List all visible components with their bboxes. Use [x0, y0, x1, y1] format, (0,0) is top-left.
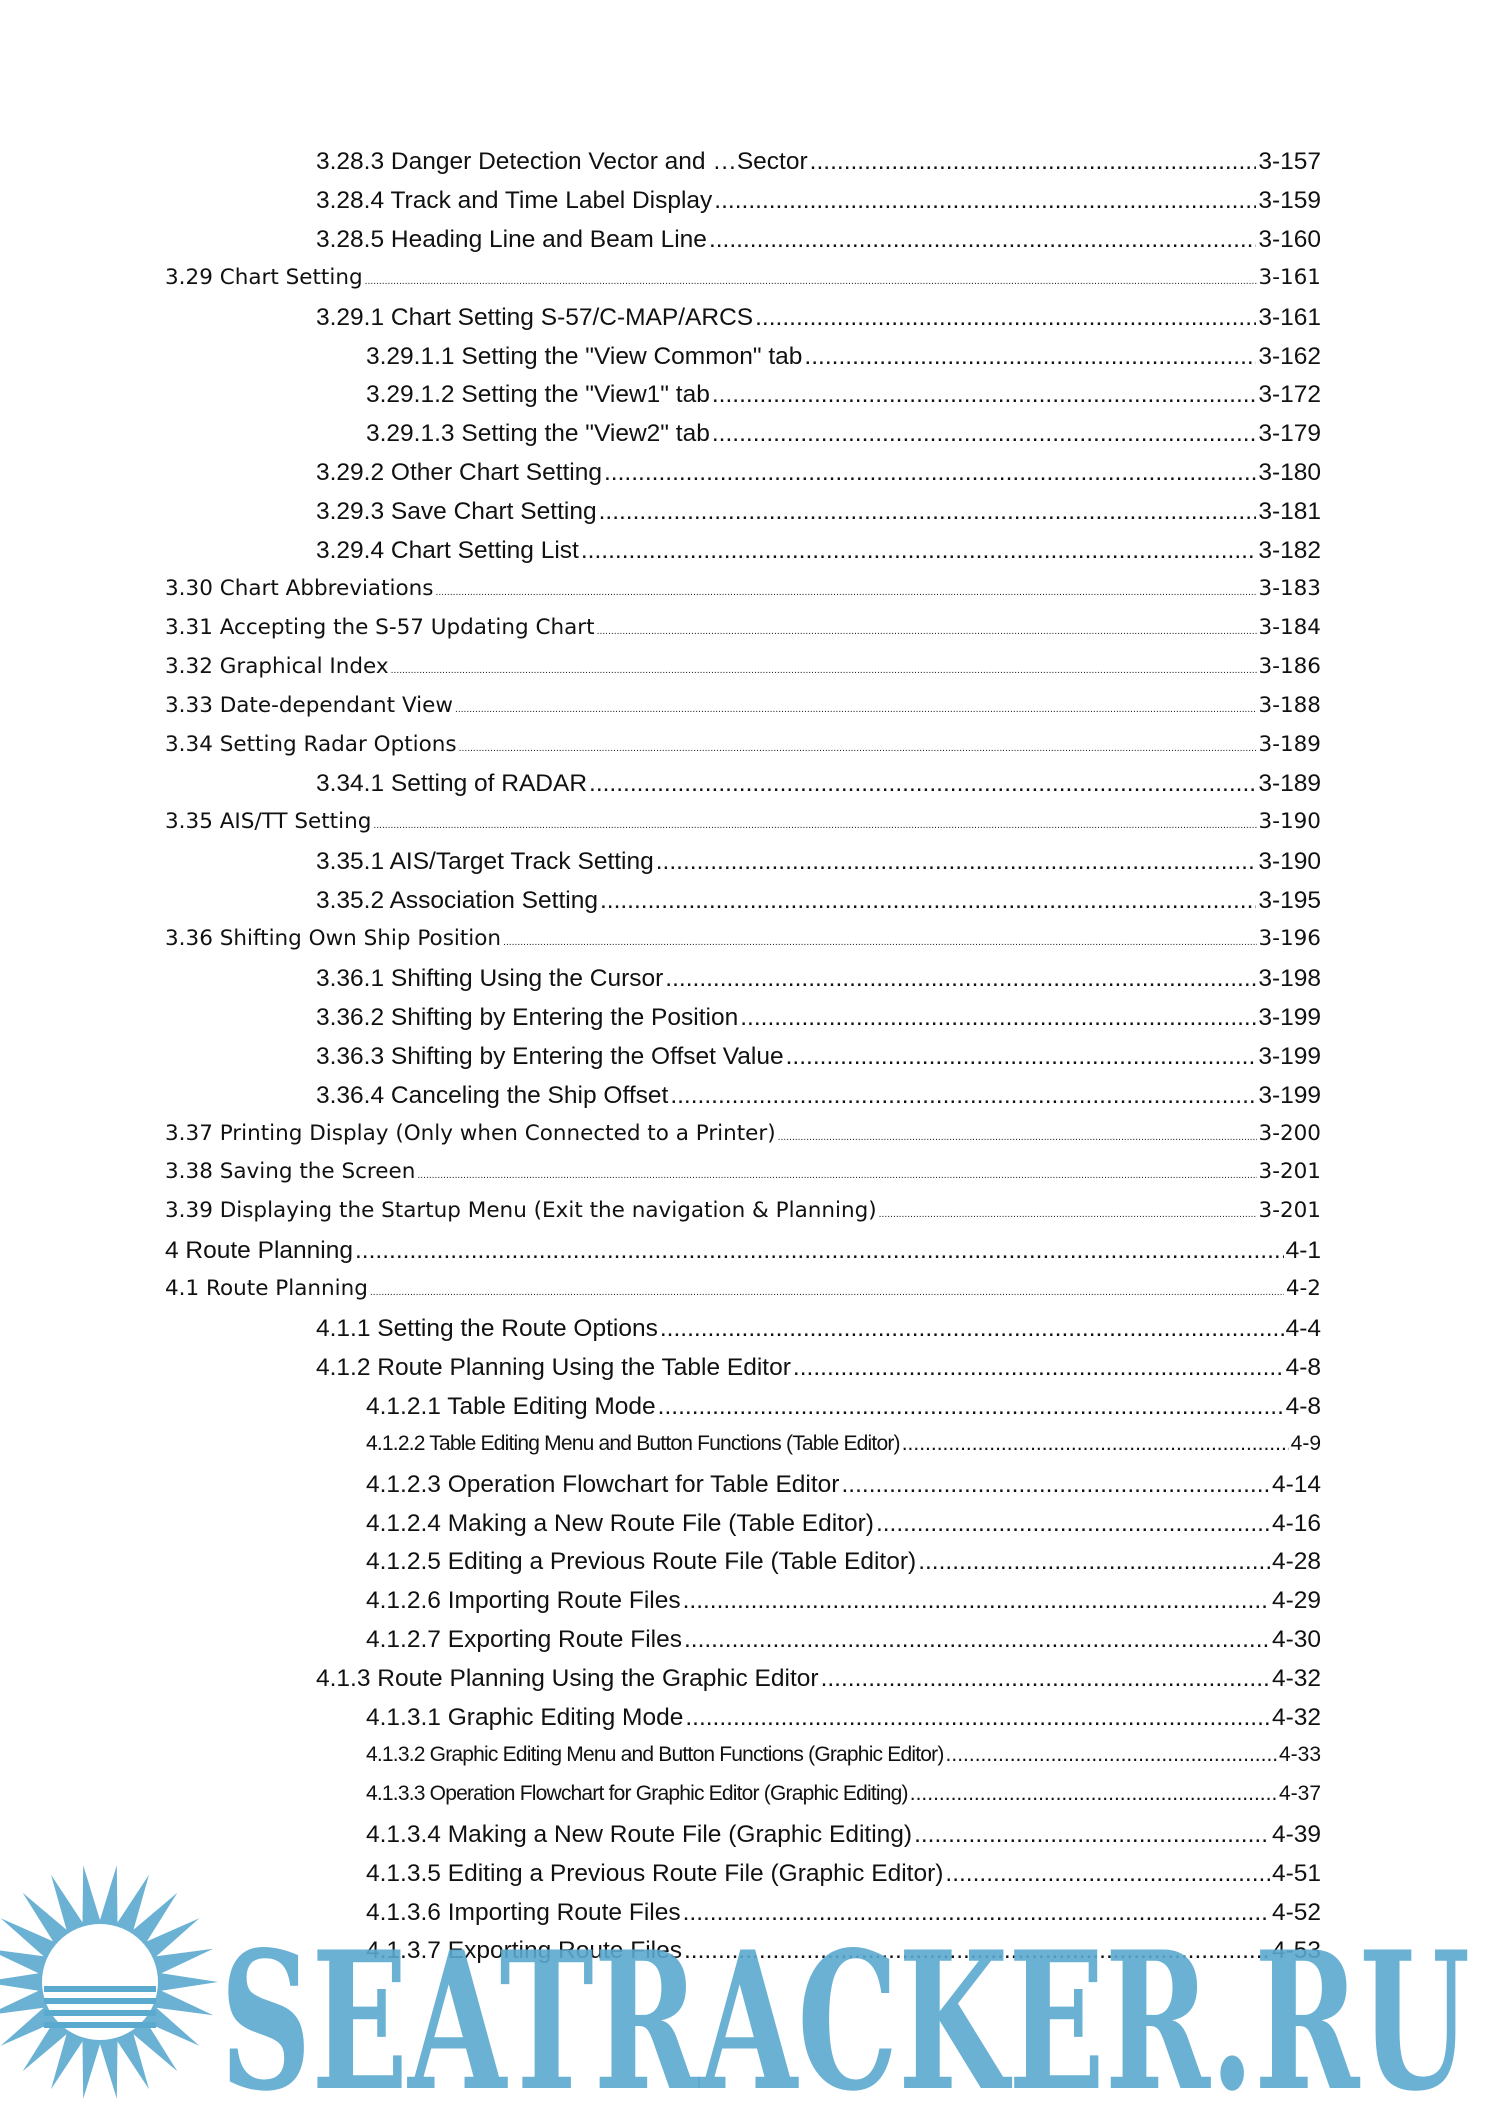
toc-entry-title: 3.30 Chart Abbreviations	[165, 575, 434, 601]
toc-entry-page: 3-199	[1258, 1003, 1321, 1031]
toc-entry-page: 4-53	[1271, 1937, 1321, 1965]
watermark-text: SEATRACKER.RU	[220, 1910, 1470, 2104]
toc-leader-dots	[355, 1237, 1284, 1265]
toc-entry[interactable]	[366, 1626, 1321, 1654]
toc-entry-page: 3-162	[1258, 342, 1321, 370]
toc-entry-page: 4-16	[1271, 1509, 1321, 1537]
toc-entry-page: 3-183	[1258, 575, 1321, 601]
toc-entry[interactable]	[316, 1665, 1321, 1693]
toc-entry-page: 3-200	[1258, 1120, 1321, 1146]
toc-entry[interactable]	[366, 1821, 1321, 1849]
toc-entry-page: 3-182	[1258, 537, 1321, 564]
toc-entry[interactable]	[316, 1043, 1321, 1071]
toc-entry[interactable]	[316, 887, 1321, 915]
toc-entry-title: 3.29.3 Save Chart Setting	[316, 498, 597, 526]
toc-entry[interactable]	[316, 226, 1321, 254]
toc-entry[interactable]	[366, 1393, 1321, 1421]
toc-entry[interactable]	[165, 654, 1321, 679]
toc-leader-dots	[778, 1121, 1257, 1146]
toc-entry-title: 4.1.3 Route Planning Using the Graphic Editor	[316, 1665, 819, 1693]
toc-entry[interactable]	[316, 1082, 1321, 1110]
toc-entry[interactable]	[316, 148, 1321, 176]
toc-leader-dots	[581, 537, 1256, 565]
toc-entry[interactable]	[165, 1121, 1321, 1146]
toc-entry[interactable]	[366, 1782, 1321, 1806]
toc-leader-dots	[665, 965, 1256, 993]
toc-entry-page: 3-189	[1258, 731, 1321, 757]
toc-entry-title: 3.33 Date-dependant View	[165, 692, 453, 718]
toc-entry-page: 4-1	[1285, 1237, 1321, 1265]
toc-entry-title: 3.38 Saving the Screen	[165, 1159, 416, 1185]
toc-entry-page: 3-196	[1258, 926, 1321, 951]
toc-entry-page: 4-8	[1285, 1392, 1321, 1420]
toc-entry-title: 4.1 Route Planning	[165, 1276, 368, 1302]
toc-entry-page: 3-201	[1258, 1159, 1321, 1185]
toc-entry-page: 3-198	[1258, 964, 1321, 992]
toc-entry-page: 3-161	[1258, 264, 1321, 290]
toc-leader-dots	[370, 1276, 1284, 1301]
toc-entry[interactable]	[316, 770, 1321, 798]
toc-entry-page: 3-181	[1258, 498, 1321, 526]
toc-entry-page: 3-180	[1258, 459, 1321, 487]
toc-entry-title: 3.36.4 Canceling the Ship Offset	[316, 1081, 669, 1109]
toc-entry-page: 3-199	[1258, 1081, 1321, 1109]
toc-leader-dots	[660, 1315, 1284, 1343]
toc-leader-dots	[597, 615, 1257, 640]
toc-leader-dots	[755, 304, 1256, 332]
toc-entry-page: 4-8	[1285, 1353, 1321, 1381]
toc-entry[interactable]	[366, 1587, 1321, 1615]
toc-entry[interactable]	[366, 1471, 1321, 1499]
toc-leader-dots	[656, 848, 1257, 876]
toc-entry-page: 3-195	[1258, 887, 1321, 915]
toc-entry-title: 3.29.1.3 Setting the "View2" tab	[366, 420, 710, 448]
toc-entry[interactable]	[165, 1198, 1321, 1223]
toc-entry[interactable]	[165, 265, 1321, 290]
toc-entry-title: 3.36.3 Shifting by Entering the Offset Value	[316, 1042, 784, 1070]
toc-leader-dots	[600, 887, 1256, 915]
toc-entry-title: 4.1.2 Route Planning Using the Table Editor	[316, 1353, 791, 1381]
toc-entry-page: 4-2	[1285, 1276, 1321, 1302]
toc-leader-dots	[918, 1548, 1270, 1576]
toc-entry[interactable]	[316, 1315, 1321, 1343]
toc-entry-page: 3-190	[1258, 809, 1321, 835]
toc-entry-title: 3.39 Displaying the Startup Menu (Exit the navigation & Planning)	[165, 1198, 877, 1224]
toc-entry[interactable]	[316, 459, 1321, 487]
toc-leader-dots	[810, 148, 1257, 176]
toc-entry-page: 4-30	[1271, 1626, 1321, 1654]
toc-entry[interactable]	[316, 1004, 1321, 1032]
toc-entry-page: 3-188	[1258, 692, 1321, 718]
toc-leader-dots	[604, 459, 1256, 487]
toc-leader-dots	[455, 693, 1257, 718]
toc-entry-page: 3-160	[1258, 225, 1321, 253]
toc-entry-page: 4-39	[1271, 1820, 1321, 1848]
toc-entry[interactable]	[366, 343, 1321, 371]
toc-entry-page: 3-201	[1258, 1198, 1321, 1224]
toc-entry[interactable]	[366, 1510, 1321, 1538]
toc-entry[interactable]	[165, 576, 1321, 601]
toc-entry-title: 3.34.1 Setting of RADAR	[316, 770, 588, 798]
toc-leader-dots	[804, 343, 1256, 371]
toc-entry-title: 3.28.5 Heading Line and Beam Line	[316, 225, 707, 253]
toc-entry[interactable]	[366, 1548, 1321, 1576]
toc-entry-title: 3.29.1 Chart Setting S-57/C-MAP/ARCS	[316, 303, 754, 331]
toc-leader-dots	[658, 1393, 1284, 1421]
toc-entry-page: 3-179	[1258, 420, 1321, 448]
toc-leader-dots	[786, 1043, 1257, 1071]
toc-entry-page: 4-28	[1271, 1548, 1321, 1576]
toc-entry-page: 3-157	[1258, 148, 1321, 175]
toc-entry[interactable]	[316, 1354, 1321, 1382]
toc-entry-page: 3-190	[1258, 848, 1321, 876]
toc-entry[interactable]	[165, 1276, 1321, 1301]
toc-entry-title: 3.32 Graphical Index	[165, 653, 389, 679]
toc-entry-title: 3.29.4 Chart Setting List	[316, 537, 579, 564]
toc-entry-title: 3.35.1 AIS/Target Track Setting	[316, 848, 654, 876]
toc-leader-dots	[503, 926, 1256, 951]
toc-entry-title: 3.36.1 Shifting Using the Cursor	[316, 964, 664, 992]
toc-entry-title: 4.1.2.5 Editing a Previous Route File (Table Editor)	[366, 1548, 917, 1576]
toc-entry-title: 4.1.2.4 Making a New Route File (Table Editor)	[366, 1509, 874, 1537]
toc-entry[interactable]	[316, 304, 1321, 332]
toc-leader-dots	[712, 420, 1256, 448]
toc-entry-title: 4.1.3.4 Making a New Route File (Graphic Editing)	[366, 1820, 913, 1848]
toc-entry-page: 4-32	[1271, 1704, 1321, 1731]
toc-entry[interactable]	[165, 926, 1321, 951]
toc-leader-dots	[879, 1198, 1257, 1223]
toc-leader-dots	[599, 498, 1257, 526]
toc-entry-page: 4-52	[1271, 1898, 1321, 1926]
toc-leader-dots	[841, 1471, 1269, 1499]
toc-leader-dots	[793, 1354, 1284, 1382]
toc-leader-dots	[740, 1004, 1256, 1032]
toc-entry-page: 4-14	[1271, 1470, 1321, 1498]
toc-entry-page: 3-186	[1258, 653, 1321, 679]
toc-entry-page: 3-184	[1258, 614, 1321, 640]
toc-entry-title: 4.1.3.7 Exporting Route Files	[366, 1937, 682, 1965]
toc-entry[interactable]	[316, 498, 1321, 526]
toc-entry[interactable]	[366, 420, 1321, 448]
toc-entry[interactable]	[165, 809, 1321, 834]
toc-entry-page: 3-159	[1258, 186, 1321, 214]
toc-entry[interactable]	[366, 1704, 1321, 1732]
toc-entry-page: 4-51	[1271, 1859, 1321, 1887]
toc-entry-page: 3-172	[1258, 381, 1321, 409]
toc-leader-dots	[946, 1743, 1277, 1767]
toc-entry-title: 4.1.3.1 Graphic Editing Mode	[366, 1704, 684, 1731]
toc-leader-dots	[914, 1821, 1270, 1849]
toc-entry-title: 3.29 Chart Setting	[165, 264, 363, 290]
toc-leader-dots	[709, 226, 1256, 254]
toc-entry-title: 4.1.2.3 Operation Flowchart for Table Editor	[366, 1470, 840, 1498]
toc-entry-page: 3-161	[1258, 303, 1321, 331]
toc-leader-dots	[876, 1510, 1270, 1538]
sun-icon	[0, 1865, 218, 2099]
toc-entry-page: 4-32	[1271, 1665, 1321, 1693]
toc-entry[interactable]	[316, 848, 1321, 876]
toc-entry[interactable]	[165, 615, 1321, 640]
toc-entry[interactable]	[165, 693, 1321, 718]
toc-leader-dots	[589, 770, 1256, 798]
toc-entry[interactable]	[366, 1432, 1321, 1456]
toc-entry-title: 4.1.3.3 Operation Flowchart for Graphic Editor (Graphic Editing)	[366, 1781, 908, 1805]
toc-leader-dots	[902, 1432, 1289, 1456]
toc-leader-dots	[684, 1626, 1270, 1654]
toc-entry-title: 4.1.2.2 Table Editing Menu and Button Functions (Table Editor)	[366, 1431, 900, 1455]
toc-entry-page: 3-189	[1258, 770, 1321, 798]
toc-entry[interactable]	[316, 965, 1321, 993]
toc-entry-page: 4-4	[1285, 1315, 1321, 1342]
toc-entry-title: 3.28.4 Track and Time Label Display	[316, 186, 713, 214]
toc-entry-title: 4.1.1 Setting the Route Options	[316, 1315, 658, 1342]
toc-leader-dots	[685, 1704, 1270, 1732]
toc-leader-dots	[821, 1665, 1270, 1693]
toc-leader-dots	[417, 1159, 1256, 1184]
toc-entry[interactable]	[165, 732, 1321, 757]
toc-entry-title: 3.29.1.1 Setting the "View Common" tab	[366, 342, 803, 370]
toc-leader-dots	[459, 732, 1257, 757]
toc-entry-title: 4.1.2.6 Importing Route Files	[366, 1587, 681, 1615]
toc-entry-title: 3.36.2 Shifting by Entering the Position	[316, 1003, 739, 1031]
toc-entry-title: 3.29.2 Other Chart Setting	[316, 459, 602, 487]
toc-entry-title: 4 Route Planning	[165, 1237, 353, 1265]
toc-leader-dots	[714, 187, 1256, 215]
toc-entry[interactable]	[165, 1159, 1321, 1184]
toc-leader-dots	[670, 1082, 1256, 1110]
toc-entry-title: 3.34 Setting Radar Options	[165, 731, 457, 757]
toc-entry-page: 4-9	[1290, 1431, 1321, 1455]
toc-entry-title: 3.35.2 Association Setting	[316, 887, 598, 915]
toc-leader-dots	[365, 265, 1257, 290]
toc-entry[interactable]	[165, 1237, 1321, 1265]
toc-entry-title: 3.37 Printing Display (Only when Connected to a Printer)	[165, 1120, 776, 1146]
toc-leader-dots	[391, 654, 1257, 679]
toc-entry-title: 4.1.2.7 Exporting Route Files	[366, 1626, 682, 1654]
toc-entry-title: 3.35 AIS/TT Setting	[165, 809, 372, 835]
toc-entry-title: 4.1.3.5 Editing a Previous Route File (Graphic Editor)	[366, 1859, 944, 1887]
toc-leader-dots	[910, 1782, 1277, 1806]
toc-entry-title: 3.28.3 Danger Detection Vector and …Sector	[316, 148, 808, 175]
toc-entry[interactable]	[366, 381, 1321, 409]
toc-entry-page: 3-199	[1258, 1042, 1321, 1070]
toc-entry-title: 4.1.2.1 Table Editing Mode	[366, 1392, 656, 1420]
toc-leader-dots	[435, 576, 1256, 601]
toc-entry[interactable]	[316, 537, 1321, 565]
toc-entry-title: 3.31 Accepting the S-57 Updating Chart	[165, 614, 595, 640]
toc-entry-page: 4-29	[1271, 1587, 1321, 1615]
toc-leader-dots	[712, 381, 1256, 409]
toc-entry-title: 3.29.1.2 Setting the "View1" tab	[366, 381, 710, 409]
toc-entry[interactable]	[316, 187, 1321, 215]
toc-leader-dots	[373, 809, 1256, 834]
toc-entry[interactable]	[366, 1743, 1321, 1767]
toc-leader-dots	[683, 1587, 1270, 1615]
toc-entry-page: 4-33	[1278, 1742, 1321, 1766]
toc-entry-title: 4.1.3.2 Graphic Editing Menu and Button Functions (Graphic Editor)	[366, 1742, 944, 1766]
toc-entry-title: 3.36 Shifting Own Ship Position	[165, 926, 502, 951]
watermark	[0, 1860, 1487, 2104]
toc-entry-title: 4.1.3.6 Importing Route Files	[366, 1898, 681, 1926]
toc-entry-page: 4-37	[1278, 1781, 1321, 1805]
